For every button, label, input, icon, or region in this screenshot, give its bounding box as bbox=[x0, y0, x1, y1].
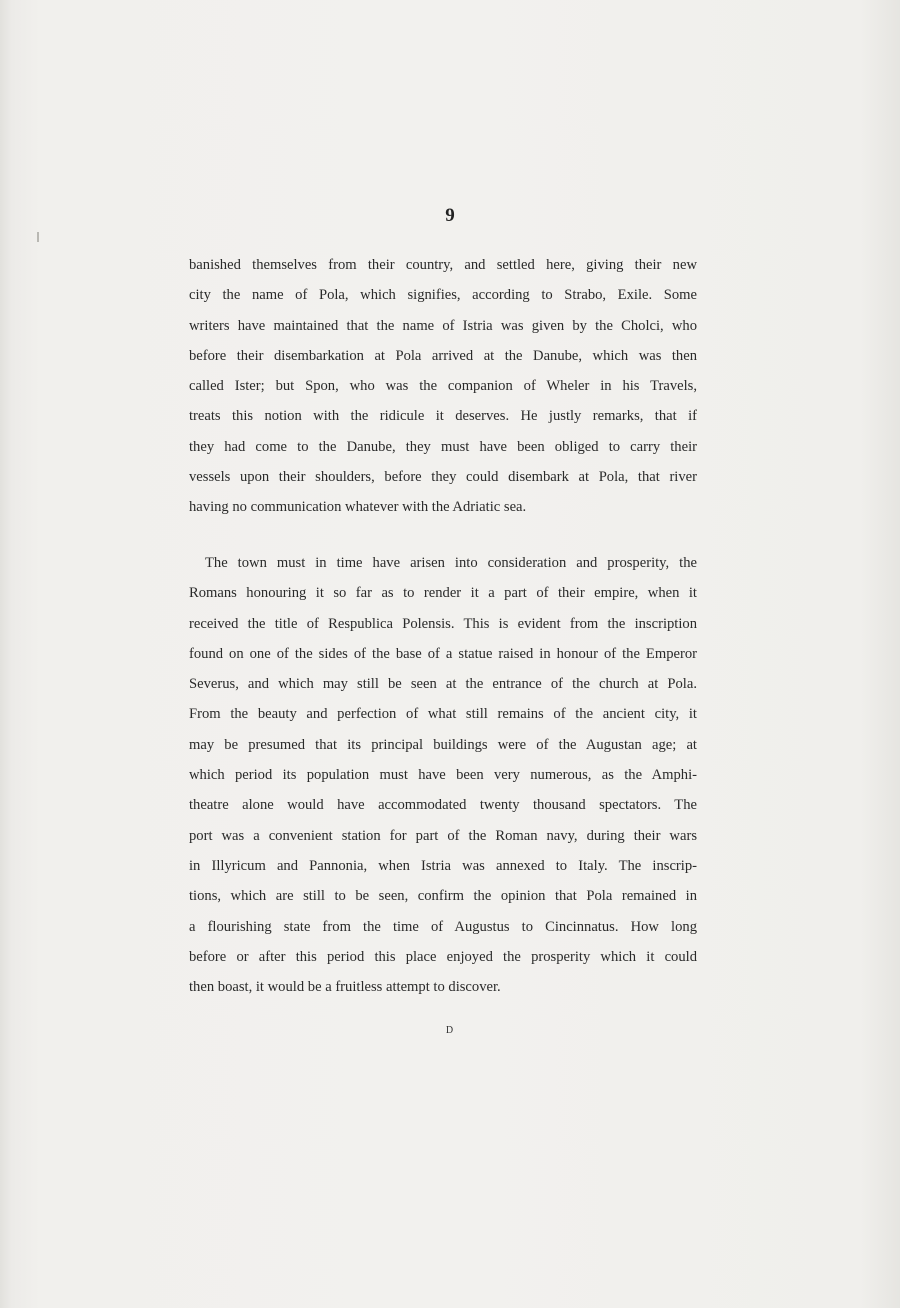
paragraph-1 bbox=[189, 250, 697, 523]
text-line: From the beauty and perfection of what still remains of the ancient city, it bbox=[189, 706, 697, 723]
text-line: found on one of the sides of the base of a statue raised in honour of the Emperor bbox=[189, 645, 697, 662]
text-line: then boast, it would be a fruitless attempt to discover. bbox=[189, 979, 501, 996]
text-line: treats this notion with the ridicule it deserves. He justly remarks, that if bbox=[189, 408, 697, 425]
text-line: they had come to the Danube, they must have been obliged to carry their bbox=[189, 438, 697, 455]
text-line: received the title of Respublica Polensis. This is evident from the inscription bbox=[189, 615, 697, 632]
text-line: theatre alone would have accommodated twenty thousand spectators. The bbox=[189, 797, 697, 814]
text-line: Romans honouring it so far as to render it a part of their empire, when it bbox=[189, 585, 697, 602]
text-line: writers have maintained that the name of Istria was given by the Cholci, who bbox=[189, 317, 697, 334]
page-edge-mark bbox=[37, 232, 39, 242]
text-line: may be presumed that its principal buildings were of the Augustan age; at bbox=[189, 736, 697, 753]
signature-mark: D bbox=[445, 1025, 455, 1036]
text-line: having no communication whatever with the Adriatic sea. bbox=[189, 499, 527, 516]
text-line: before or after this period this place enjoyed the prosperity which it could bbox=[189, 948, 697, 965]
text-line: which period its population must have been very numerous, as the Amphi- bbox=[189, 767, 697, 784]
text-line: banished themselves from their country, and settled here, giving their new bbox=[189, 257, 697, 273]
text-line: called Ister; but Spon, who was the companion of Wheler in his Travels, bbox=[189, 378, 697, 395]
text-line: Severus, and which may still be seen at the entrance of the church at Pola. bbox=[189, 676, 697, 693]
text-line: a flourishing state from the time of Augustus to Cincinnatus. How long bbox=[189, 918, 697, 935]
paragraph-2 bbox=[189, 548, 697, 1002]
text-line: vessels upon their shoulders, before they could disembark at Pola, that river bbox=[189, 469, 697, 486]
text-line: in Illyricum and Pannonia, when Istria was annexed to Italy. The inscrip- bbox=[189, 857, 697, 874]
text-line: tions, which are still to be seen, confirm the opinion that Pola remained in bbox=[189, 888, 697, 905]
text-line: The town must in time have arisen into consideration and prosperity, the bbox=[205, 555, 697, 571]
page-number: 9 bbox=[445, 205, 455, 226]
text-line: city the name of Pola, which signifies, according to Strabo, Exile. Some bbox=[189, 287, 697, 304]
text-line: port was a convenient station for part of the Roman navy, during their wars bbox=[189, 827, 697, 844]
text-line: before their disembarkation at Pola arrived at the Danube, which was then bbox=[189, 347, 697, 364]
